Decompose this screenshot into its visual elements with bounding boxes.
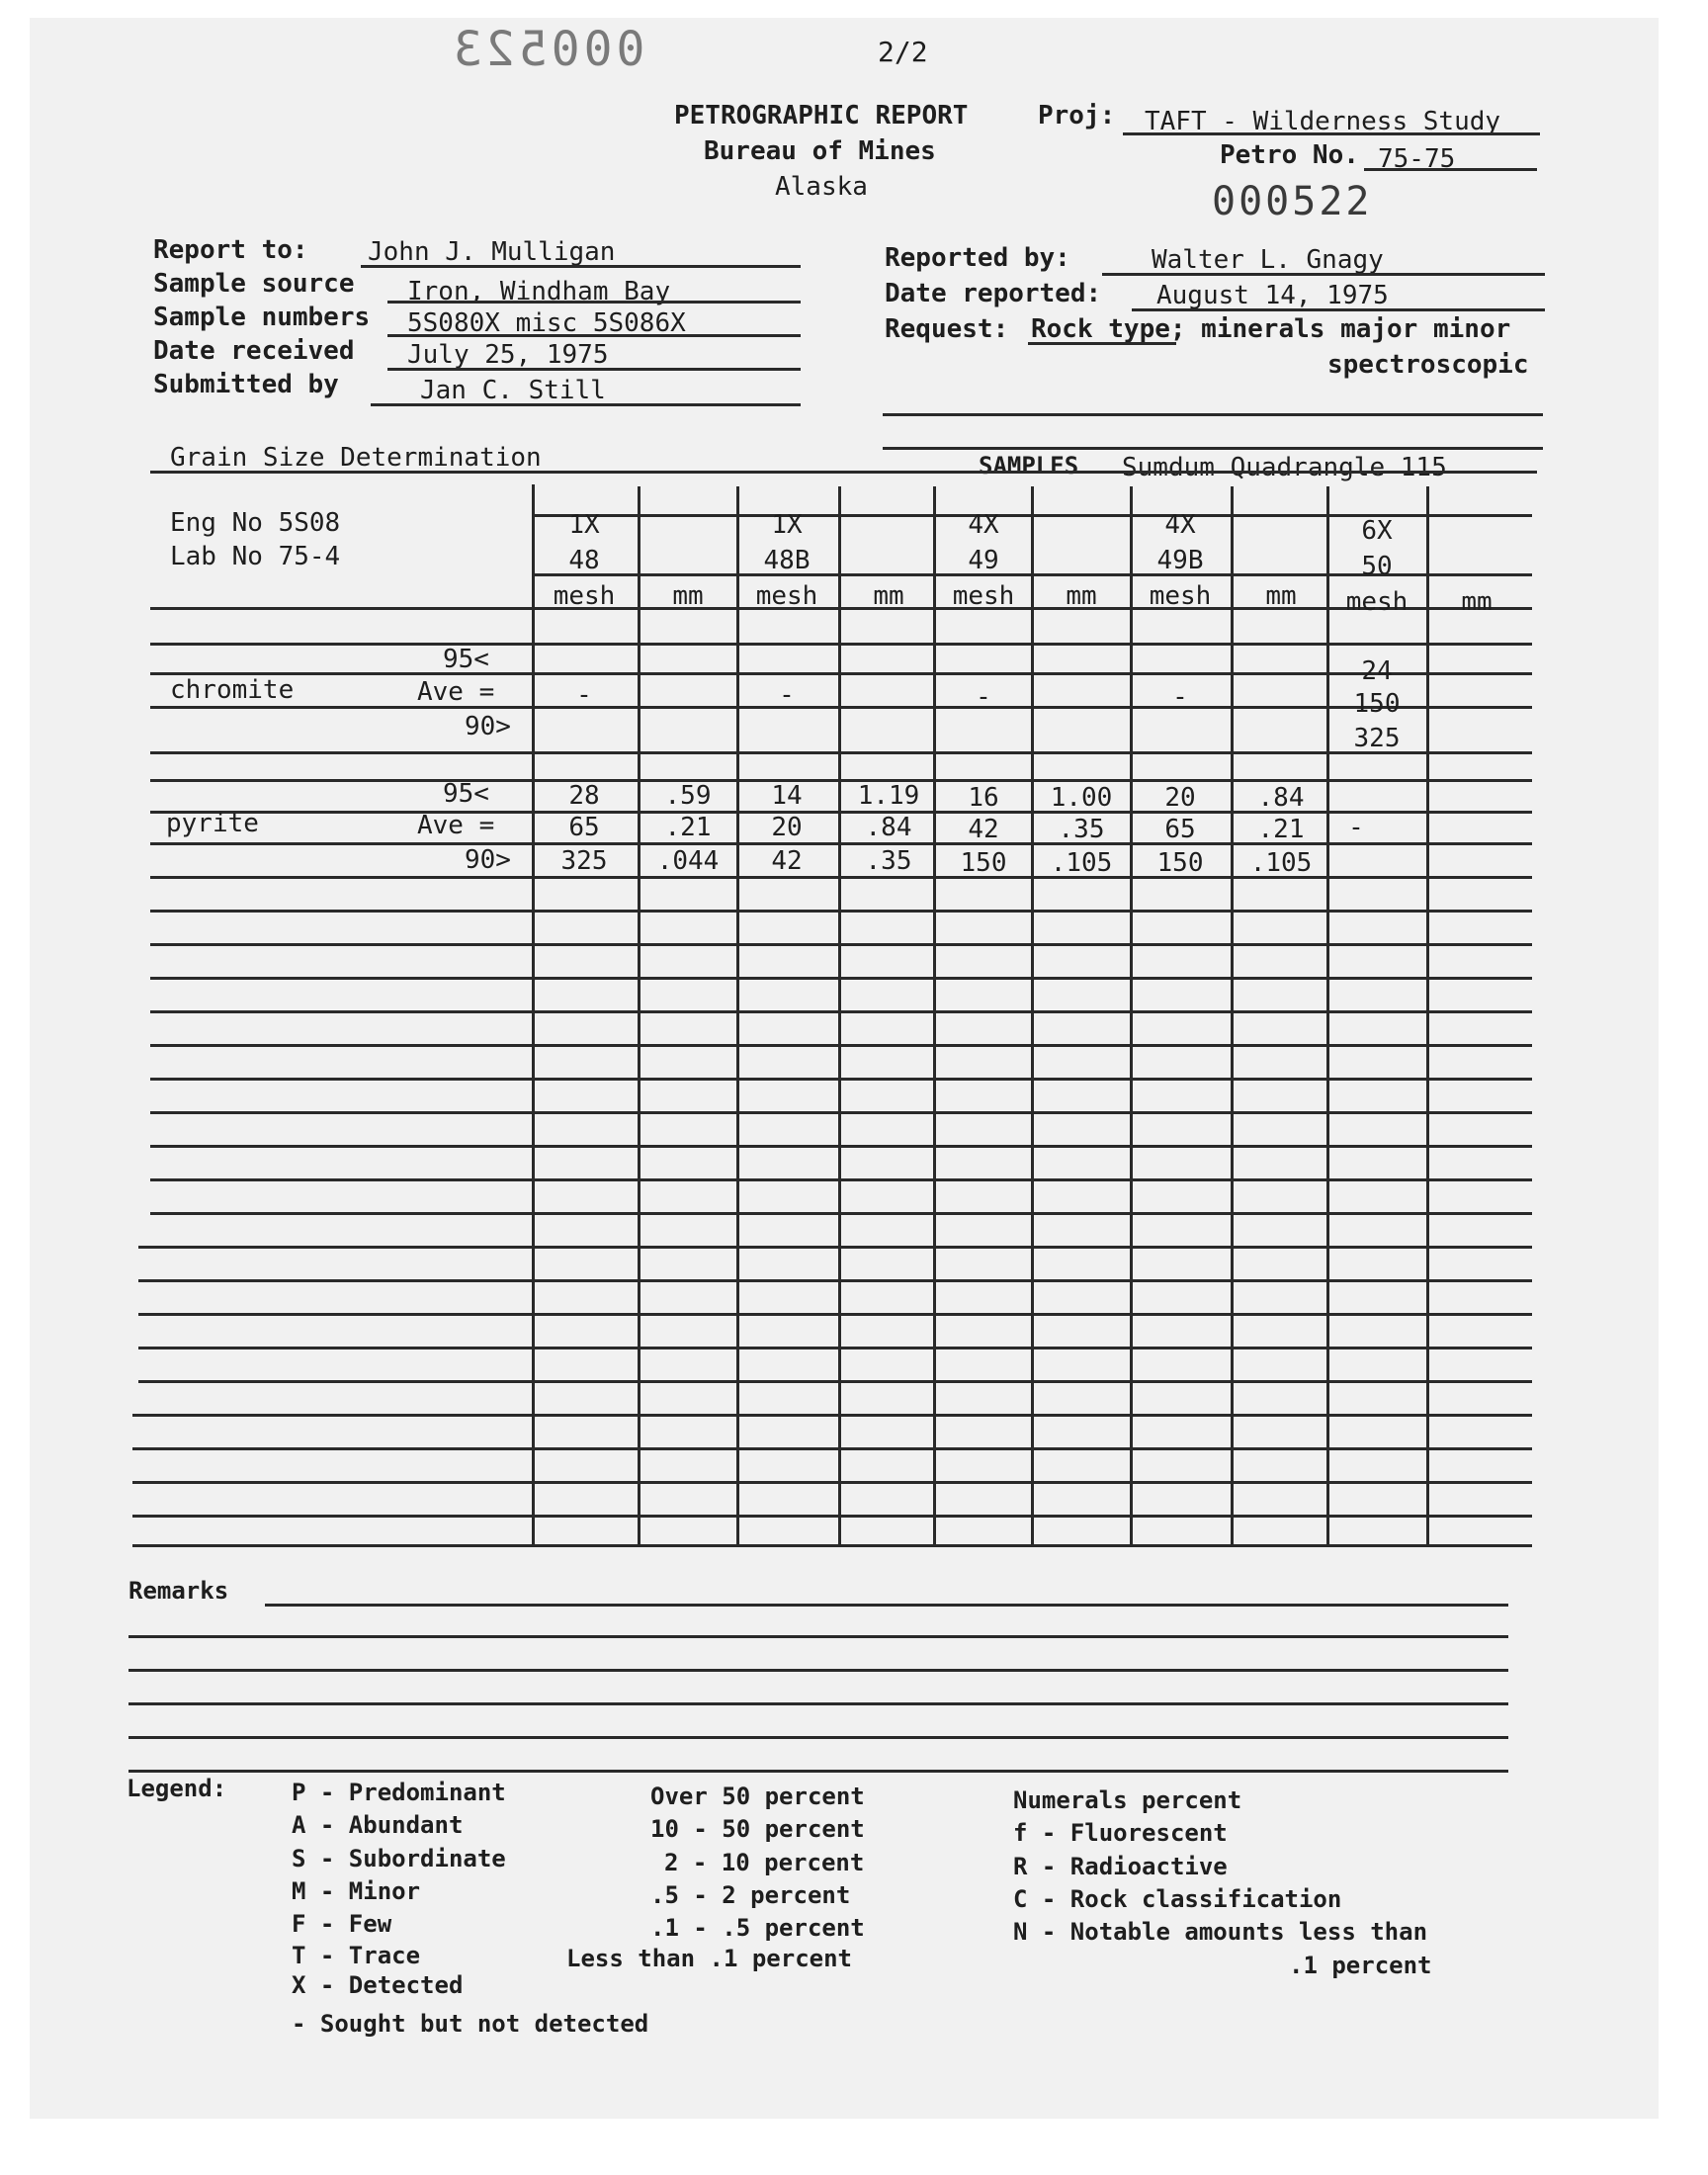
unit-mm: mm bbox=[873, 581, 904, 611]
row-label-95: 95< bbox=[443, 779, 489, 809]
legend-percent: Over 50 percent bbox=[650, 1783, 865, 1810]
legend-label: Legend: bbox=[127, 1775, 227, 1802]
grid-row-line bbox=[150, 751, 1532, 754]
pyrite-cell: .35 bbox=[1058, 815, 1105, 844]
proj-label: Proj: bbox=[1038, 101, 1116, 130]
legend-code: A - Abundant bbox=[292, 1811, 464, 1839]
mirrored-stamp-number: 000523 bbox=[450, 22, 645, 77]
lab-no: Lab No 75-4 bbox=[170, 542, 341, 571]
grid-row-line bbox=[150, 1212, 1532, 1215]
sample-number: 49B bbox=[1156, 546, 1204, 575]
submitted-by-label: Submitted by bbox=[153, 370, 339, 399]
grid-row-line bbox=[138, 1279, 1532, 1282]
sample-number: 48B bbox=[763, 546, 811, 575]
row-label-95: 95< bbox=[443, 645, 489, 674]
grid-row-line bbox=[150, 910, 1532, 913]
grid-row-line bbox=[150, 977, 1532, 980]
grid-row-line bbox=[132, 1481, 1532, 1484]
grid-row-line bbox=[132, 1447, 1532, 1450]
legend-code: - Sought but not detected bbox=[292, 2010, 649, 2038]
sample-code: 4X bbox=[968, 510, 999, 540]
grid-row-line bbox=[150, 672, 1532, 675]
unit-mesh: mesh bbox=[1149, 581, 1212, 611]
pyrite-cell: 325 bbox=[560, 846, 608, 876]
legend-percent: .1 - .5 percent bbox=[650, 1914, 865, 1942]
grid-row-line bbox=[138, 1246, 1532, 1249]
pyrite-cell: .105 bbox=[1249, 848, 1313, 878]
unit-mesh: mesh bbox=[755, 581, 818, 611]
pyrite-cell: .044 bbox=[656, 846, 720, 876]
chromite-6x-95: 24 bbox=[1361, 656, 1393, 686]
pyrite-cell: 28 bbox=[568, 781, 600, 811]
grid-row-line bbox=[150, 1078, 1532, 1081]
petro-no-value: 75-75 bbox=[1378, 144, 1456, 174]
sample-numbers-label: Sample numbers bbox=[153, 303, 371, 332]
unit-mesh: mesh bbox=[553, 581, 616, 611]
legend-code: S - Subordinate bbox=[292, 1845, 506, 1872]
grid-row-line bbox=[132, 1515, 1532, 1518]
submitted-by-value: Jan C. Still bbox=[420, 376, 606, 405]
chromite-dash: - bbox=[976, 682, 991, 712]
grid-row-line bbox=[150, 643, 1532, 646]
page-number: 2/2 bbox=[878, 36, 928, 68]
reported-by-value: Walter L. Gnagy bbox=[1152, 245, 1384, 275]
unit-mm: mm bbox=[1265, 581, 1297, 611]
legend-code: M - Minor bbox=[292, 1877, 421, 1905]
eng-no: Eng No 5S08 bbox=[170, 508, 341, 538]
legend-note: R - Radioactive bbox=[1013, 1853, 1228, 1880]
pyrite-cell: 1.00 bbox=[1050, 783, 1113, 813]
legend-note: .1 percent bbox=[1289, 1952, 1432, 1979]
pyrite-cell: 20 bbox=[1164, 783, 1196, 813]
pyrite-cell: 42 bbox=[968, 815, 999, 844]
reported-by-label: Reported by: bbox=[885, 243, 1070, 273]
pyrite-cell: 14 bbox=[771, 781, 803, 811]
grid-row-line bbox=[132, 1544, 1532, 1547]
report-title: PETROGRAPHIC REPORT bbox=[674, 101, 969, 130]
legend-percent: 10 - 50 percent bbox=[650, 1815, 865, 1843]
report-to-value: John J. Mulligan bbox=[368, 237, 616, 267]
legend-code: F - Few bbox=[292, 1910, 392, 1938]
pyrite-cell: 1.19 bbox=[857, 781, 920, 811]
row-label-ave: Ave = bbox=[417, 677, 495, 707]
legend-code: X - Detected bbox=[292, 1971, 464, 1999]
pyrite-6x-dash: - bbox=[1348, 813, 1364, 842]
unit-mm: mm bbox=[1461, 587, 1493, 617]
grid-row-line bbox=[150, 943, 1532, 946]
legend-note: C - Rock classification bbox=[1013, 1885, 1342, 1913]
chromite-dash: - bbox=[576, 680, 592, 710]
legend-note: Numerals percent bbox=[1013, 1786, 1242, 1814]
pyrite-cell: .84 bbox=[1257, 783, 1305, 813]
request-label: Request: bbox=[885, 314, 1009, 344]
proj-value: TAFT - Wilderness Study bbox=[1145, 107, 1501, 136]
row-label-ave: Ave = bbox=[417, 811, 495, 840]
date-reported-value: August 14, 1975 bbox=[1156, 281, 1389, 310]
legend-note: N - Notable amounts less than bbox=[1013, 1918, 1428, 1946]
pyrite-cell: 150 bbox=[960, 848, 1007, 878]
legend-percent: Less than .1 percent bbox=[566, 1945, 852, 1972]
row-label-90: 90> bbox=[465, 712, 511, 741]
legend-code: P - Predominant bbox=[292, 1779, 506, 1806]
sample-number: 50 bbox=[1361, 552, 1393, 581]
grain-size-title: Grain Size Determination bbox=[170, 443, 542, 473]
document-number: 000522 bbox=[1212, 179, 1373, 224]
sample-code: 1X bbox=[568, 510, 600, 540]
sample-number: 49 bbox=[968, 546, 999, 575]
pyrite-cell: .21 bbox=[664, 813, 712, 842]
mineral-name-chromite: chromite bbox=[170, 675, 295, 705]
date-received-label: Date received bbox=[153, 336, 355, 366]
grid-row-line bbox=[138, 1313, 1532, 1316]
samples-value: Sumdum Quadrangle 115 bbox=[1122, 453, 1447, 482]
sample-number: 48 bbox=[568, 546, 600, 575]
sample-source-value: Iron, Windham Bay bbox=[407, 277, 671, 306]
chromite-6x-ave: 150 bbox=[1353, 689, 1401, 719]
chromite-dash: - bbox=[779, 680, 795, 710]
pyrite-cell: 65 bbox=[568, 813, 600, 842]
pyrite-cell: 16 bbox=[968, 783, 999, 813]
agency-name: Bureau of Mines bbox=[704, 136, 936, 166]
grid-row-line bbox=[138, 1380, 1532, 1383]
pyrite-cell: .35 bbox=[865, 846, 912, 876]
sample-numbers-value: 5S080X misc 5S086X bbox=[407, 308, 686, 338]
chromite-dash: - bbox=[1172, 682, 1188, 712]
petro-no-label: Petro No. bbox=[1220, 140, 1359, 170]
grid-row-line bbox=[150, 1111, 1532, 1114]
request-line-1: Rock type; minerals major minor bbox=[1031, 314, 1511, 344]
legend-note: f - Fluorescent bbox=[1013, 1819, 1228, 1847]
grid-row-line bbox=[150, 1178, 1532, 1181]
remarks-label: Remarks bbox=[128, 1577, 229, 1605]
legend-percent: 2 - 10 percent bbox=[664, 1849, 865, 1876]
legend-percent: .5 - 2 percent bbox=[650, 1881, 851, 1909]
report-to-label: Report to: bbox=[153, 235, 308, 265]
mineral-name-pyrite: pyrite bbox=[166, 809, 259, 838]
unit-mesh: mesh bbox=[952, 581, 1015, 611]
sample-code: 4X bbox=[1164, 510, 1196, 540]
pyrite-cell: .59 bbox=[664, 781, 712, 811]
date-reported-label: Date reported: bbox=[885, 279, 1102, 308]
sample-code: 6X bbox=[1361, 516, 1393, 546]
request-line-2: spectroscopic bbox=[1327, 350, 1529, 380]
pyrite-cell: .84 bbox=[865, 813, 912, 842]
pyrite-cell: 150 bbox=[1156, 848, 1204, 878]
chromite-6x-90: 325 bbox=[1353, 724, 1401, 753]
grid-row-line bbox=[150, 1145, 1532, 1148]
unit-mm: mm bbox=[1066, 581, 1097, 611]
grid-row-line bbox=[150, 706, 1532, 709]
grid-row-line bbox=[132, 1414, 1532, 1417]
pyrite-cell: 42 bbox=[771, 846, 803, 876]
legend-code: T - Trace bbox=[292, 1942, 421, 1969]
pyrite-cell: 20 bbox=[771, 813, 803, 842]
date-received-value: July 25, 1975 bbox=[407, 340, 609, 370]
grid-row-line bbox=[150, 1010, 1532, 1013]
row-label-90: 90> bbox=[465, 845, 511, 875]
pyrite-cell: .21 bbox=[1257, 815, 1305, 844]
unit-mm: mm bbox=[672, 581, 704, 611]
pyrite-cell: .105 bbox=[1050, 848, 1113, 878]
unit-mesh: mesh bbox=[1345, 587, 1409, 617]
sample-source-label: Sample source bbox=[153, 269, 355, 299]
pyrite-cell: 65 bbox=[1164, 815, 1196, 844]
grid-row-line bbox=[150, 1044, 1532, 1047]
samples-label: SAMPLES bbox=[979, 452, 1079, 479]
state-name: Alaska bbox=[775, 172, 868, 202]
sample-code: 1X bbox=[771, 510, 803, 540]
grid-row-line bbox=[150, 779, 1532, 782]
grid-row-line bbox=[138, 1347, 1532, 1349]
